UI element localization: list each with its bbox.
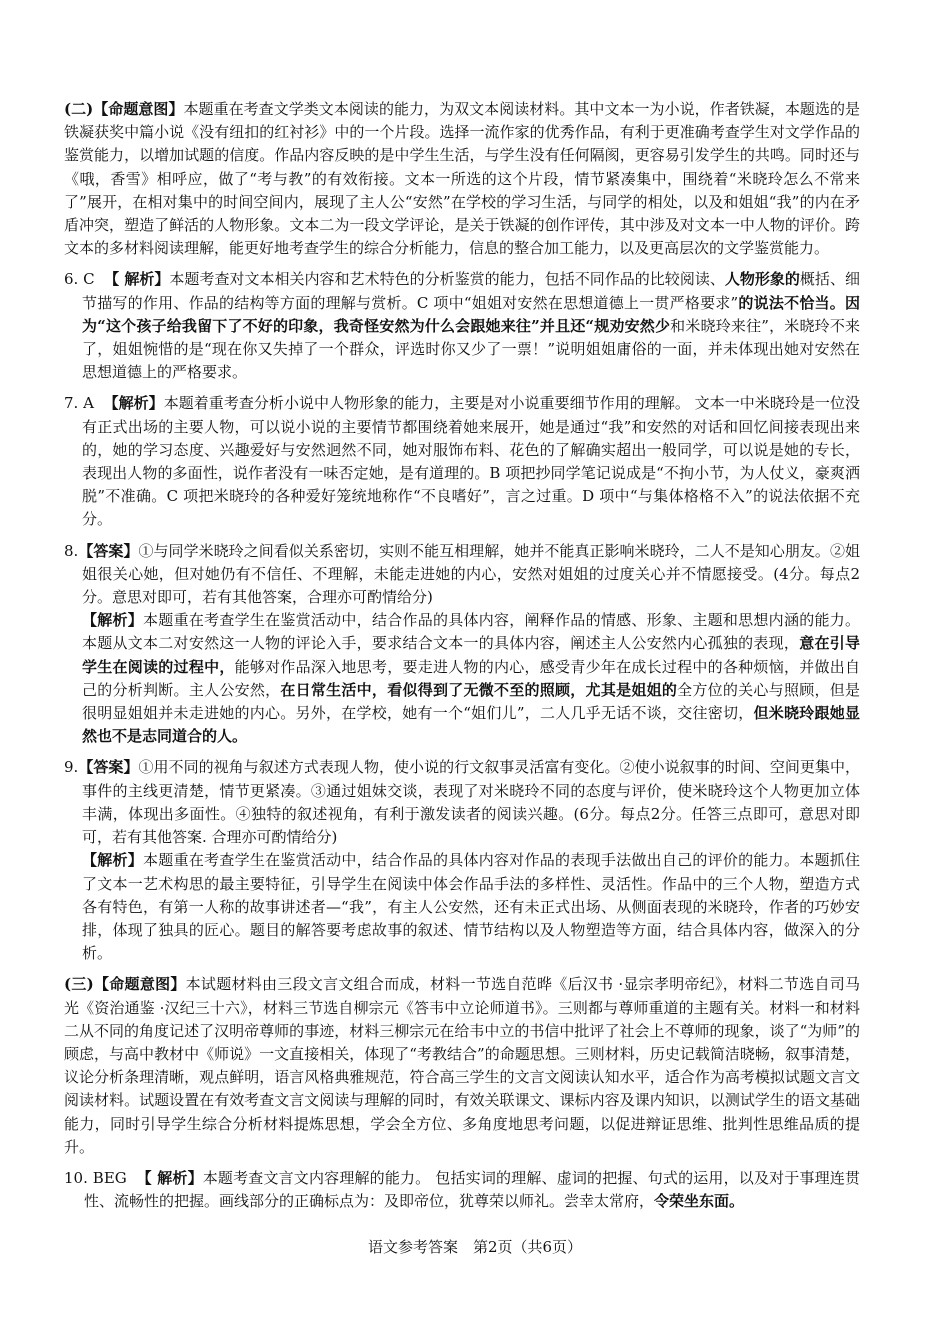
answer-page bbox=[64, 98, 860, 1213]
q8-answer-label: 【答案】 bbox=[78, 541, 139, 560]
question-10 bbox=[64, 1167, 860, 1213]
q6-bold-2: 的说法不恰当。因为“这个孩子给我留下了不好的印象，我奇怪安然为什么会跟她来往”并且还“规劝安然少 bbox=[82, 293, 860, 335]
q10-analysis-label: 【 解析】 bbox=[136, 1168, 203, 1187]
q6-analysis-label: 【 解析】 bbox=[104, 270, 170, 289]
q6-text-3: 和米晓玲来往”，米晓玲不来了，姐姐惋惜的是“现在你又失掉了一个群众，评选时你又少了一票！”说明姐姐庸俗的一面，并未体现出她对安然在思想道德上的严格要求。 bbox=[82, 316, 861, 382]
section-2-text: 本题重在考查文学类文本阅读的能力，为双文本阅读材料。其中文本一为小说，作者铁凝，本题选的是铁凝获奖中篇小说《没有纽扣的红衬衫》中的一个片段。选择一流作家的优秀作品，有利于更准确考查学生对文学作品的鉴赏能力，以增加试题的信度。作品内容反映的是中学生生活，与学生没有任何隔阂，更容易引发学生的共鸣。同时还与《哦，香雪》相呼应，做了“考与教”的有效衔接。文本一所选的这个片段，情节紧凑集中，围绕着“米晓玲怎么不常来了”展开，在相对集中的时间空间内，展现了主人公“安然”在学校的学习生活，与同学的相处，以及和姐姐“我”的内在矛盾冲突，塑造了鲜活的人物形象。文本二为一段文学评论，是关于铁凝的创作评传，其中涉及对文本一中人物的评价。跨文本的多材料阅读理解，能更好地考查学生的综合分析能力，信息的整合加工能力，以及更高层次的文学鉴赏能力。 bbox=[64, 100, 860, 258]
q10-number: 10. BEG bbox=[64, 1168, 127, 1187]
q6-number: 6. C bbox=[64, 270, 95, 289]
q8-analysis-bold-1: 意在引导学生在阅读的过程中， bbox=[82, 634, 860, 676]
q9-answer-text: ①用不同的视角与叙述方式表现人物，使小说的行文叙事灵活富有变化。②使小说叙事的时间、空间更集中，事件的主线更清楚，情节更紧凑。③通过姐妹交谈，表现了对米晓玲不同的态度与评价，使米晓玲这个人物更加立体丰满，体现出多面性。④独特的叙述视角，有利于激发读者的阅读兴趣。(6分。每点2分。任答三点即可，意思对即可，若有其他答案. 合理亦可酌情给分) bbox=[82, 758, 860, 847]
q8-analysis-label: 【解析】 bbox=[82, 611, 144, 630]
q6-bold-1: 人物形象的 bbox=[724, 270, 800, 289]
section-3-intent bbox=[64, 973, 860, 1159]
q8-analysis-3: 全方位的关心与照顾，但是很明显姐姐并未走进她的内心。另外，在学校，她有一个“姐们儿”，二人几乎无话不谈，交往密切， bbox=[82, 680, 860, 723]
section-2-intent bbox=[64, 98, 860, 260]
question-8-answer bbox=[64, 540, 860, 610]
question-8-analysis bbox=[64, 609, 860, 748]
q7-analysis-label: 【解析】 bbox=[103, 394, 164, 413]
question-9-analysis bbox=[64, 849, 860, 965]
section-3-heading: (三)【命题意图】 bbox=[64, 975, 186, 994]
q8-analysis-bold-2: 在日常生活中，看似得到了无微不至的照顾，尤其是姐姐的 bbox=[280, 680, 678, 699]
q8-analysis-1: 本题重在考查学生在鉴赏活动中，结合作品的具体内容，阐释作品的情感、形象、主题和思想内涵的能力。本题从文本二对安然这一人物的评论入手，要求结合文本一的具体内容，阐述主人公安然内心孤独的表现， bbox=[82, 611, 860, 653]
question-9-answer bbox=[64, 756, 860, 849]
q6-text-2: 概括、细节描写的作用、作品的结构等方面的理解与赏析。C 项中“姐姐对安然在思想道德上一贯严格要求” bbox=[82, 270, 860, 312]
q8-number: 8. bbox=[64, 541, 79, 560]
section-2-heading: (二)【命题意图】 bbox=[64, 100, 184, 118]
q10-text: 本题考查文言文内容理解的能力。 包括实词的理解、虚词的把握、句式的运用，以及对于事理连贯性、流畅性的把握。画线部分的正确标点为：及即帝位，犹尊荣以师礼。尝幸太常府， bbox=[84, 1168, 860, 1211]
section-3-text: 本试题材料由三段文言文组合而成，材料一节选自范晔《后汉书 ·显宗孝明帝纪》，材料二节选自司马光《资治通鉴 ·汉纪三十六》，材料三节选自柳宗元《答韦中立论师道书》。三则都与尊师重道的主题有关。材料一和材料二从不同的角度记述了汉明帝尊师的事迹，材料三柳宗元在给韦中立的书信中批评了社会上不尊师的现象，谈了“为师”的顾虑，与高中教材中《师说》一文直接相关，体现了“考教结合”的命题思想。三则材料，历史记载简洁晓畅，叙事清楚，议论分析条理清晰，观点鲜明，语言风格典雅规范，符合高三学生的文言文阅读认知水平，适合作为高考模拟试题文言文阅读材料。试题设置在有效考查文言文阅读与理解的同时，有效关联课文、课标内容及课内知识，以测试学生的语文基础能力，同时引导学生综合分析材料提炼思想，学会全方位、多角度地思考问题，以促进辩证思维、批判性思维品质的提升。 bbox=[64, 975, 860, 1156]
page-footer: 语文参考答案 第2页（共6页） bbox=[367, 1238, 583, 1256]
q8-answer-text: ①与同学米晓玲之间看似关系密切，实则不能互相理解，她并不能真正影响米晓玲，二人不是知心朋友。②姐姐很关心她，但对她仍有不信任、不理解，未能走进她的内心，安然对姐姐的过度关心并不情愿接受。(4分。每点2分。意思对即可，若有其他答案，合理亦可酌情给分) bbox=[82, 541, 860, 607]
q9-number: 9. bbox=[64, 758, 79, 777]
q9-analysis-text: 本题重在考查学生在鉴赏活动中，结合作品的具体内容对作品的表现手法做出自己的评价的能力。本题抓住了文本一艺术构思的最主要特征，引导学生在阅读中体会作品手法的多样性、灵活性。作品中的三个人物，塑造方式各有特色，有第一人称的故事讲述者—“我”，有主人公安然，还有未正式出场、从侧面表现的米晓玲，作者的巧妙安排，体现了独具的匠心。题目的解答要考虑故事的叙述、情节结构以及人物塑造等方面，结合具体内容，做深入的分析。 bbox=[82, 851, 860, 963]
q7-number: 7. A bbox=[64, 394, 94, 413]
q9-analysis-label: 【解析】 bbox=[82, 851, 144, 870]
q9-answer-label: 【答案】 bbox=[78, 758, 139, 777]
q8-analysis-2: 能够对作品深入地思考，要走进人物的内心，感受青少年在成长过程中的各种烦恼，并做出自己的分析判断。主人公安然， bbox=[82, 657, 860, 699]
q7-text: 本题着重考查分析小说中人物形象的能力，主要是对小说重要细节作用的理解。 文本一中米晓玲是一位没有正式出场的主要人物，可以说小说的主要情节都围绕着她来展开，她是通过“我”和安然的对话和回忆间接表现出来的，她的学习态度、兴趣爱好与安然迥然不同，她对服饰布料、花色的了解确实超出一般同学，可以说是她的专长，表现出人物的多面性，说作者没有一味否定她，是有道理的。B 项把抄同学笔记说成是“不拘小节，为人仗义，豪爽洒脱”不准确。C 项把米晓玲的各种爱好笼统地称作“不良嗜好”，言之过重。D 项中“与集体格格不入”的说法依据不充分。 bbox=[82, 394, 860, 529]
q8-analysis-bold-3: 但米晓玲跟她显然也不是志同道合的人。 bbox=[82, 704, 860, 746]
q6-text-1: 本题考查对文本相关内容和艺术特色的分析鉴赏的能力，包括不同作品的比较阅读、 bbox=[169, 270, 725, 289]
question-6 bbox=[64, 268, 860, 384]
question-7 bbox=[64, 392, 860, 531]
q10-bold: 令荣坐东面。 bbox=[654, 1192, 745, 1211]
